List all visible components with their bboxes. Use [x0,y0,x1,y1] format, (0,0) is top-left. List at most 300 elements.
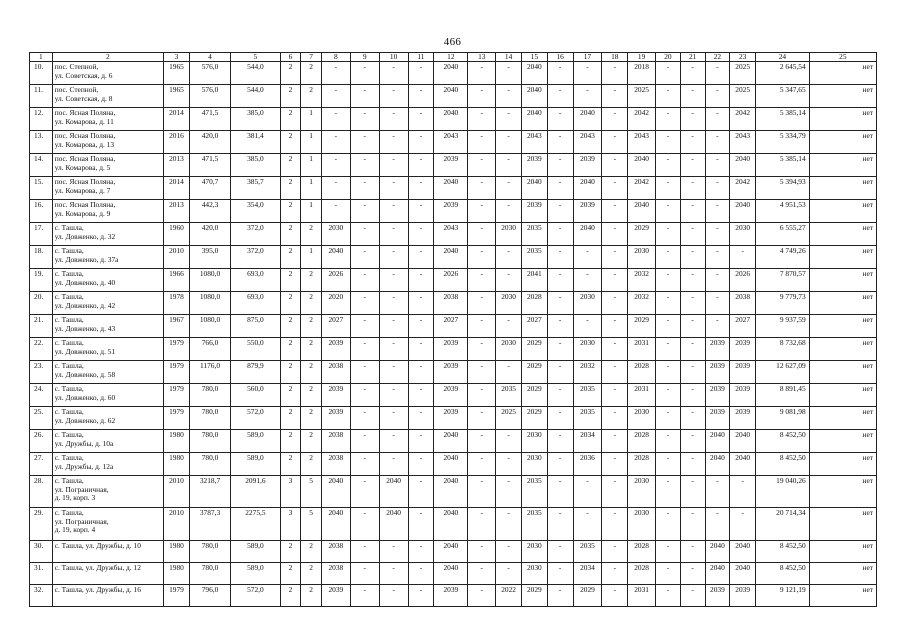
address-line: ул. Советская, д. 6 [54,70,113,80]
table-row [30,453,877,476]
data-cell: - [496,508,522,541]
data-cell: - [379,200,408,223]
data-cell: - [379,384,408,407]
value-cell: нет [809,223,876,246]
data-cell: 470,7 [189,177,230,200]
data-cell: 560,0 [231,384,281,407]
data-cell: 2 [301,384,322,407]
data-cell: 2038 [321,361,350,384]
data-cell: - [496,108,522,131]
row-number-cell: 14. [30,154,53,177]
address-line: ул. Пограничная, [54,484,109,494]
data-cell: 385,7 [231,177,281,200]
data-cell: - [496,453,522,476]
value-cell: 5 334,79 [756,131,810,154]
data-cell: 2042 [628,177,656,200]
data-cell: 2025 [628,85,656,108]
data-cell: - [705,223,730,246]
data-cell: 2039 [321,338,350,361]
data-cell: - [705,85,730,108]
data-cell: 1967 [164,315,190,338]
header-cell: 6 [280,53,301,62]
data-cell: 385,0 [231,154,281,177]
header-cell: 9 [350,53,379,62]
data-cell: 354,0 [231,200,281,223]
data-cell: - [379,246,408,269]
data-cell: - [468,223,496,246]
data-cell: - [547,338,573,361]
data-cell: - [379,563,408,585]
data-cell: 2039 [434,338,468,361]
data-cell: 2 [301,223,322,246]
data-cell: - [680,85,705,108]
data-cell: 2038 [730,292,756,315]
data-cell: - [547,476,573,508]
address-line: ул. Советская, д. 8 [54,93,113,103]
data-cell: 2039 [521,200,547,223]
data-cell: - [573,85,602,108]
row-number-cell: 13. [30,131,53,154]
data-cell: - [468,338,496,361]
data-cell: 2038 [321,563,350,585]
data-cell: 2030 [521,541,547,563]
table-row [30,563,877,585]
header-cell: 7 [301,53,322,62]
data-cell: 2 [301,430,322,453]
data-cell: 2040 [730,430,756,453]
data-cell: 2039 [705,384,730,407]
data-cell: 2040 [573,177,602,200]
header-cell: 16 [547,53,573,62]
data-cell: 2040 [521,108,547,131]
data-cell: - [468,430,496,453]
data-cell: - [408,508,434,541]
data-cell: - [408,453,434,476]
data-cell: - [496,476,522,508]
data-cell: 2014 [164,177,190,200]
address-line: с. Ташла, ул. Дружбы, д. 12 [54,563,141,573]
address-line: ул. Довженко, д. 37а [54,254,119,264]
data-cell: - [321,131,350,154]
address-cell [52,508,163,541]
data-cell: - [468,563,496,585]
data-cell: 2040 [730,541,756,563]
header-cell: 13 [468,53,496,62]
header-cell: 19 [628,53,656,62]
table-row [30,154,877,177]
data-cell: 1979 [164,338,190,361]
data-cell: 2035 [573,407,602,430]
address-cell [52,108,163,131]
data-cell: 2275,5 [231,508,281,541]
data-cell: - [350,154,379,177]
data-cell: - [379,338,408,361]
data-cell: 5 [301,508,322,541]
data-cell: - [379,292,408,315]
value-cell: 8 452,50 [756,563,810,585]
data-cell: - [547,292,573,315]
data-cell: - [705,177,730,200]
data-cell: 2010 [164,476,190,508]
data-cell: - [656,453,681,476]
data-cell: 1980 [164,430,190,453]
data-cell: 2 [280,223,301,246]
address-line: с. Ташла, [54,430,84,440]
data-cell: 2027 [321,315,350,338]
data-cell: 2030 [496,338,522,361]
data-cell: 2030 [321,223,350,246]
data-cell: 2 [280,453,301,476]
data-cell: 2040 [379,508,408,541]
data-cell: - [573,62,602,85]
row-number-cell: 10. [30,62,53,85]
row-number-cell: 17. [30,223,53,246]
row-number-cell: 30. [30,541,53,563]
value-cell: 5 385,14 [756,154,810,177]
row-number-cell: 28. [30,476,53,508]
data-cell: 2032 [628,269,656,292]
data-cell: - [496,269,522,292]
data-cell: - [408,315,434,338]
value-cell: 9 937,59 [756,315,810,338]
data-cell: 2 [280,430,301,453]
header-cell: 24 [756,53,810,62]
data-cell: 2032 [573,361,602,384]
data-cell: - [547,453,573,476]
data-cell: - [547,177,573,200]
data-cell: - [656,269,681,292]
data-cell: - [496,315,522,338]
data-cell: 2030 [521,430,547,453]
data-cell: - [656,292,681,315]
header-cell: 1 [30,53,53,62]
data-cell: - [350,361,379,384]
data-cell: - [602,269,628,292]
data-cell: - [656,177,681,200]
address-cell [52,246,163,269]
table-row [30,108,877,131]
data-cell: 2040 [321,476,350,508]
data-cell: - [730,476,756,508]
data-cell: 544,0 [231,85,281,108]
data-cell: - [602,154,628,177]
data-cell: 2035 [521,476,547,508]
data-cell: - [468,200,496,223]
data-cell: - [602,131,628,154]
address-line: с. Ташла, [54,292,84,302]
row-number-cell: 21. [30,315,53,338]
data-cell: 2039 [730,384,756,407]
value-cell: 5 385,14 [756,108,810,131]
address-line: с. Ташла, [54,338,84,348]
data-cell: - [602,338,628,361]
data-cell: - [350,177,379,200]
data-cell: - [408,338,434,361]
data-cell: - [547,508,573,541]
data-cell: - [496,541,522,563]
data-cell: 1176,0 [189,361,230,384]
data-cell: 2040 [628,200,656,223]
address-cell [52,541,163,563]
data-cell: - [379,108,408,131]
table-row [30,223,877,246]
data-cell: 2040 [705,453,730,476]
data-cell: - [573,246,602,269]
data-cell: 2030 [496,223,522,246]
row-number-cell: 25. [30,407,53,430]
data-cell: - [656,430,681,453]
data-cell: 2040 [730,200,756,223]
data-cell: 2 [280,62,301,85]
data-cell: 2 [280,384,301,407]
address-line: ул. Довженко, д. 58 [54,369,116,379]
data-cell: - [379,453,408,476]
address-line: ул. Комарова, д. 7 [54,185,111,195]
data-cell: 2 [280,563,301,585]
data-cell: 2 [280,292,301,315]
data-cell: 2034 [573,430,602,453]
data-cell: 1080,0 [189,315,230,338]
data-cell: - [379,85,408,108]
data-cell: 2 [301,563,322,585]
value-cell: 5 394,93 [756,177,810,200]
data-cell: - [468,108,496,131]
value-cell: нет [809,338,876,361]
data-cell: - [656,200,681,223]
data-cell: 2029 [628,223,656,246]
data-cell: - [350,407,379,430]
data-cell: - [547,563,573,585]
data-cell: 2029 [521,361,547,384]
address-line: пос. Ясная Поляна, [54,108,116,118]
data-cell: - [350,131,379,154]
data-cell: - [496,246,522,269]
data-cell: - [468,131,496,154]
data-cell: 395,0 [189,246,230,269]
row-number-cell: 27. [30,453,53,476]
data-cell: - [573,476,602,508]
data-cell: - [350,476,379,508]
data-cell: 2 [280,541,301,563]
data-cell: 2032 [628,292,656,315]
data-cell: 2039 [705,338,730,361]
data-cell: 550,0 [231,338,281,361]
address-line: пос. Ясная Поляна, [54,154,116,164]
value-cell: нет [809,292,876,315]
data-cell: 544,0 [231,62,281,85]
header-cell: 2 [52,53,163,62]
data-cell: - [321,177,350,200]
data-cell: - [680,223,705,246]
data-cell: - [656,131,681,154]
data-cell: - [547,269,573,292]
table-row [30,315,877,338]
header-cell: 3 [164,53,190,62]
data-cell: - [680,62,705,85]
address-line: с. Ташла, [54,476,84,486]
data-cell: 2025 [496,407,522,430]
address-line: ул. Довженко, д. 51 [54,346,116,356]
data-cell: 2029 [521,585,547,607]
data-cell: 589,0 [231,563,281,585]
data-cell: 420,0 [189,223,230,246]
data-cell: 2027 [521,315,547,338]
data-cell: 2040 [705,430,730,453]
data-cell: 875,0 [231,315,281,338]
data-cell: 2 [301,315,322,338]
data-cell: 2039 [434,200,468,223]
data-cell: 1979 [164,407,190,430]
data-cell: 2030 [573,292,602,315]
data-cell: - [408,131,434,154]
table-row [30,541,877,563]
data-cell: - [547,131,573,154]
data-cell: 576,0 [189,62,230,85]
value-cell: 8 452,50 [756,430,810,453]
value-cell: 12 627,09 [756,361,810,384]
data-cell: 2036 [573,453,602,476]
value-cell: 8 452,50 [756,541,810,563]
data-cell: - [680,585,705,607]
data-cell: - [656,108,681,131]
address-cell [52,430,163,453]
data-cell: - [496,154,522,177]
header-cell: 25 [809,53,876,62]
data-cell: 2035 [521,246,547,269]
data-cell: - [602,585,628,607]
data-cell: - [408,177,434,200]
data-cell: 2 [280,246,301,269]
value-cell: 7 870,57 [756,269,810,292]
data-cell: - [496,200,522,223]
data-cell: - [656,585,681,607]
address-line: ул. Довженко, д. 62 [54,415,116,425]
data-cell: - [350,338,379,361]
data-cell: 1979 [164,384,190,407]
row-number-cell: 22. [30,338,53,361]
data-cell: - [379,407,408,430]
data-cell: 2039 [434,361,468,384]
data-cell: 2018 [628,62,656,85]
address-cell [52,384,163,407]
header-cell: 12 [434,53,468,62]
header-cell: 17 [573,53,602,62]
data-cell: 2039 [434,154,468,177]
data-cell: 2 [301,269,322,292]
value-cell: нет [809,508,876,541]
data-cell: 1960 [164,223,190,246]
data-cell: - [602,200,628,223]
data-cell: 2040 [379,476,408,508]
data-cell: 2039 [705,407,730,430]
data-cell: - [680,476,705,508]
data-cell: - [602,361,628,384]
data-cell: 2039 [521,154,547,177]
address-line: ул. Дружбы, д. 12а [54,461,114,471]
data-cell: - [656,563,681,585]
data-cell: 780,0 [189,453,230,476]
data-cell: - [680,269,705,292]
value-cell: нет [809,108,876,131]
data-cell: - [656,361,681,384]
data-cell: 576,0 [189,85,230,108]
data-cell: 385,0 [231,108,281,131]
data-cell: 2 [280,177,301,200]
data-cell: 2040 [705,541,730,563]
data-cell: 2 [301,453,322,476]
data-cell: 2040 [434,508,468,541]
row-number-cell: 19. [30,269,53,292]
value-cell: 19 040,26 [756,476,810,508]
data-cell: 2 [301,85,322,108]
data-cell: - [350,508,379,541]
data-cell: 2016 [164,131,190,154]
data-cell: - [379,154,408,177]
data-cell: 2040 [434,476,468,508]
data-cell: 2013 [164,154,190,177]
data-cell: - [602,62,628,85]
address-line: пос. Степной, [54,85,99,95]
row-number-cell: 29. [30,508,53,541]
table-row [30,585,877,607]
address-cell [52,200,163,223]
address-line: ул. Довженко, д. 60 [54,392,116,402]
data-cell: - [705,476,730,508]
data-cell: - [680,407,705,430]
data-cell: 2029 [521,338,547,361]
row-number-cell: 31. [30,563,53,585]
value-cell: 8 452,50 [756,453,810,476]
data-cell: 2040 [434,430,468,453]
data-cell: - [408,85,434,108]
data-cell: 589,0 [231,453,281,476]
data-cell: - [379,315,408,338]
data-cell: - [680,108,705,131]
data-cell: 2040 [434,541,468,563]
data-cell: 2040 [705,563,730,585]
data-cell: - [656,62,681,85]
data-cell: - [547,223,573,246]
data-cell: 2035 [521,508,547,541]
row-number-cell: 20. [30,292,53,315]
table-row [30,177,877,200]
data-cell: 1966 [164,269,190,292]
data-cell: 2039 [730,585,756,607]
value-cell: нет [809,585,876,607]
data-cell: 2043 [434,223,468,246]
data-cell: - [350,269,379,292]
data-cell: 2022 [496,585,522,607]
data-cell: 2 [280,585,301,607]
row-number-cell: 26. [30,430,53,453]
data-cell: 1978 [164,292,190,315]
address-line: ул. Комарова, д. 9 [54,208,111,218]
data-cell: - [379,131,408,154]
data-cell: - [350,223,379,246]
data-cell: 2028 [628,541,656,563]
data-cell: - [602,292,628,315]
data-cell: 780,0 [189,384,230,407]
data-cell: 1979 [164,361,190,384]
address-line: пос. Ясная Поляна, [54,131,116,141]
address-line: пос. Ясная Поляна, [54,200,116,210]
data-cell: - [408,407,434,430]
data-cell: - [321,62,350,85]
table-row [30,269,877,292]
data-cell: 2043 [730,131,756,154]
data-cell: - [656,407,681,430]
data-cell: 1980 [164,563,190,585]
